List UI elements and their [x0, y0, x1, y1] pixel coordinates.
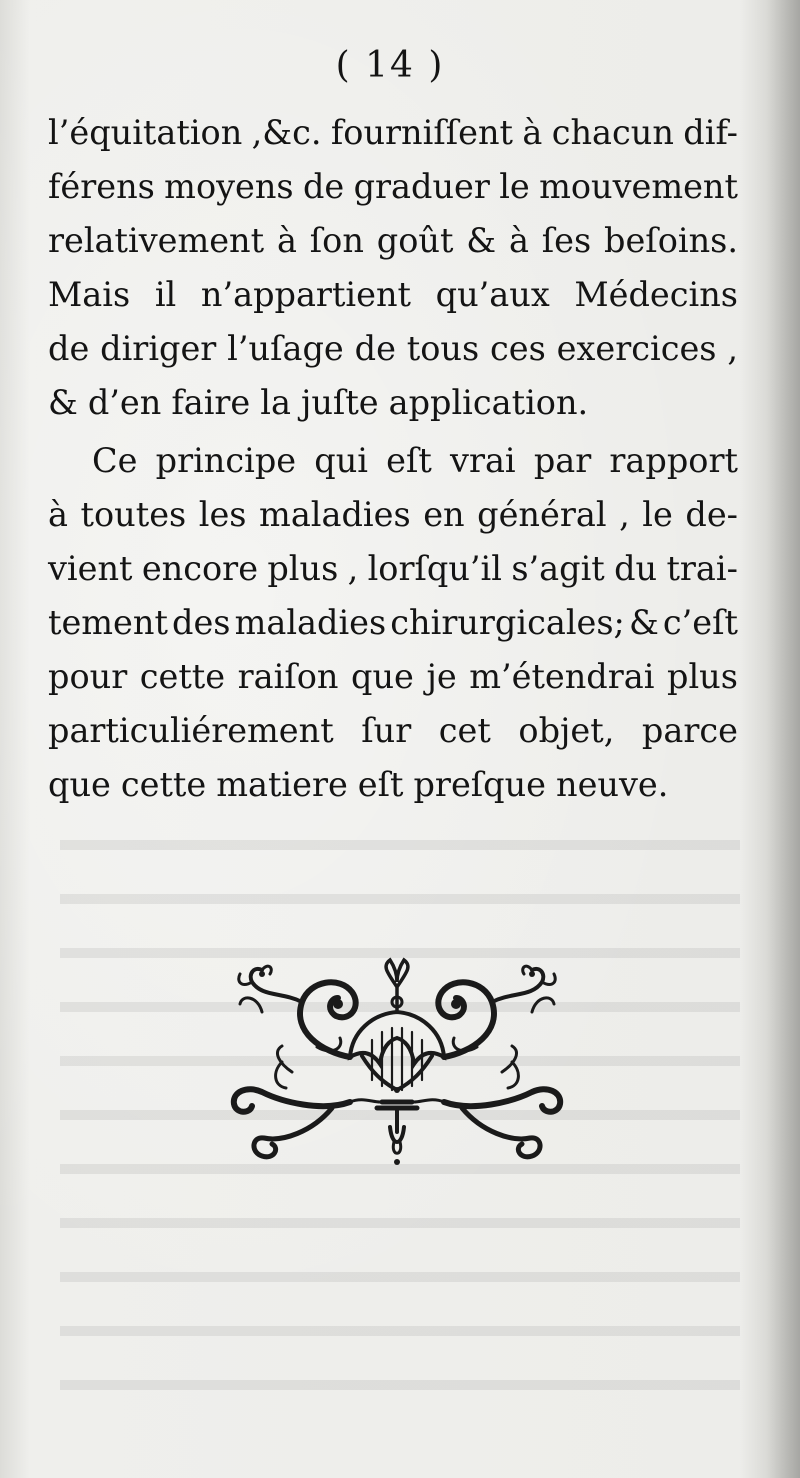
text-line: Mais il n’appartient qu’aux Médecins — [48, 275, 738, 314]
text-line: pour cette raiſon que je m’étendrai plus — [48, 657, 738, 696]
text-line: & d’en faire la juſte application. — [48, 383, 589, 422]
text-line: particuliérement ſur cet objet, parce — [48, 711, 738, 750]
floral-tailpiece-ornament — [222, 952, 572, 1177]
text-line: relativement à ſon goût & à ſes beſoins. — [48, 221, 738, 260]
page-number: ( 14 ) — [335, 45, 445, 86]
text-line: tement des maladies chirurgicales; & c’eſt — [48, 603, 738, 642]
text-line: Ce principe qui eſt vrai par rapport — [92, 441, 738, 480]
text-line: à toutes les maladies en général , le de- — [48, 495, 738, 534]
text-line: de diriger l’uſage de tous ces exercices , — [48, 329, 738, 368]
body-text — [48, 106, 738, 812]
page-gutter-shadow — [766, 0, 800, 1478]
text-line: vient encore plus , lorſqu’il s’agit du trai- — [48, 549, 738, 588]
text-line: férens moyens de graduer le mouvement — [48, 167, 738, 206]
text-line: l’équitation ,&c. fourniſſent à chacun dif- — [48, 113, 738, 152]
text-line: que cette matiere eſt preſque neuve. — [48, 765, 669, 804]
